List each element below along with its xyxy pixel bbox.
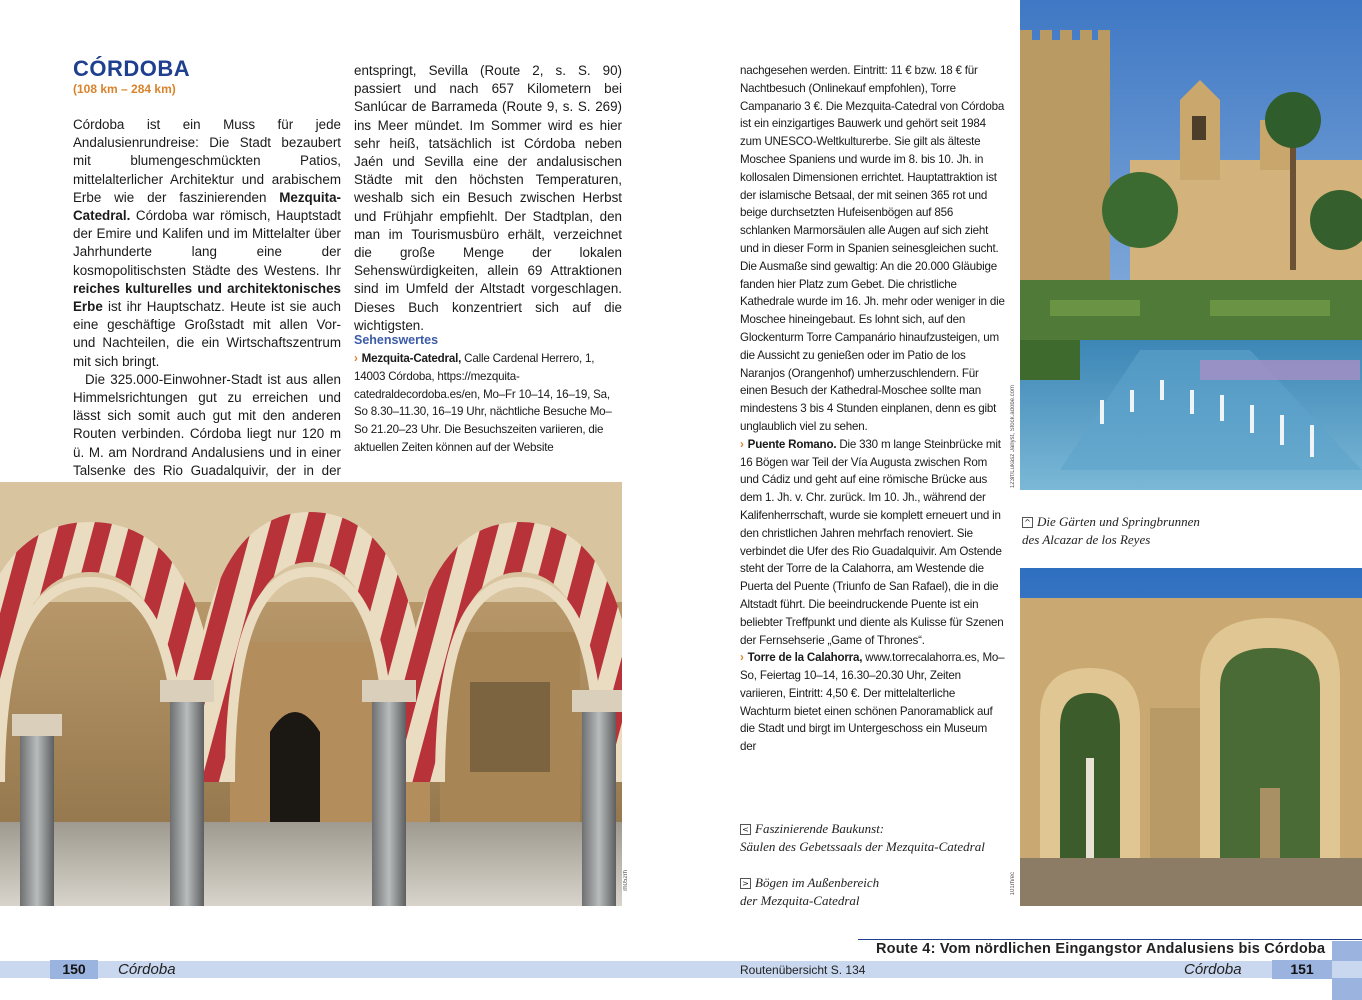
caption-saeulen-line-1: Faszinierende Baukunst:: [755, 821, 885, 836]
arches-illustration: [0, 482, 622, 906]
intro-column-1: [73, 116, 341, 498]
intro-paragraph-2-continued: entspringt, Sevilla (Route 2, s. S. 90) passiert und nach 657 Kilometern bei Sanlúcar de Barrameda (Route 9, s. S. 269) ins Meer mündet. Im Sommer wird es hier sehr heiß, tatsächlich ist Córdoba neben Jaén und Sevilla eine der andalusischen Städte mit den höchsten Temperaturen, weshalb sich ein Besuch zwischen Herbst und Frühjahr empfiehlt. Der Stadtplan, den man im Tourismusbüro erhält, verzeichnet die große Menge der lokalen Sehenswürdigkeiten, allein 69 Attraktionen sind im Umfeld der Altstadt vorgeschlagen. Dieses Buch konzentriert sich auf die wichtigsten.: [354, 63, 622, 333]
intro-column-2: [354, 62, 622, 335]
page-title: CÓRDOBA: [73, 56, 191, 81]
intro-bold-heritage: reiches kulturelles und architektonisches Erbe: [73, 280, 341, 315]
torre-text: www.torrecalahorra.es, Mo–So, Feiertag 10–14, 16.30–20.30 Uhr, Zeiten variieren, Eintritt: 4,50 €. Der mittelalterliche Wachturm bietet einen schönen Panoramablick auf die Stadt und birgt im Untergeschoss ein Museum der: [740, 651, 1005, 754]
caption-boegen: [740, 874, 1010, 910]
caption-saeulen-line-2: Säulen des Gebetssaals der Mezquita-Catedral: [740, 839, 985, 854]
route-overview-link[interactable]: Routenübersicht S. 134: [740, 963, 866, 977]
outer-arches-illustration: [1020, 568, 1362, 906]
sights-column-3: [740, 62, 1006, 756]
photo-mezquita-outer-arches: [1020, 568, 1362, 906]
caption-alcazar-line-1: Die Gärten und Springbrunnen: [1037, 514, 1200, 529]
mezquita-text: Calle Cardenal Herrero, 1, 14003 Córdoba, https://mezquita-catedraldecordoba.es/en, Mo–Fr 10–14, 16–19, Sa, So 8.30–11.30, 16–19 Uhr, nächtliche Besuche Mo–So 21.20–23 Uhr. Die Besuchszeiten variieren, die aktuellen Zeiten können auf der Website: [354, 352, 612, 454]
puente-name: Puente Romano.: [747, 437, 837, 451]
sights-entry-mezquita: [354, 350, 622, 457]
mezquita-text-continued: nachgesehen werden. Eintritt: 11 € bzw. 18 € für Nachtbesuch (Onlinekauf empfohlen), Torre Campanario 3 €. Die Mezquita-Catedral von Córdoba ist ein einzigartiges Bauwerk und gehört seit 1984 zum UNESCO-Weltkulturerbe. Sie gilt als älteste Moschee Spaniens und wurde im 8. bis 10. Jh. in kollosalen Dimensionen errichtet. Hauptattraktion ist der islamische Betsaal, der mit seinen 365 rot und beige durchsetzten Hufeisenbögen auf 856 schlanken Marmorsäulen alle Augen auf sich zieht und in dieser Form in Spanien seinesgleichen sucht. Die Ausmaße sind gewaltig: An die 20.000 Gläubige fanden hier Platz zum Gebet. Die christliche Kathedrale wurde im 16. Jh. mehr oder weniger in die Moschee hineingebaut. Es lohnt sich, auf den Glockenturm Torre Campanário hinaufzusteigen, um die Aussicht zu genießen oder im Patio de los Naranjos (Orangenhof) umherzuschlendern. Für einen Besuch der Kathedral-Moschee sollte man mindestens 3 bis 4 Stunden einplanen, denn es gibt unglaublich viel zu sehen.: [740, 64, 1005, 433]
caption-pointer-up-icon: ^: [1022, 517, 1033, 528]
caption-alcazar-line-2: des Alcazar de los Reyes: [1022, 532, 1151, 547]
intro-text: ist ihr Hauptschatz. Heute ist sie auch eine geschäftige Großstadt mit allen Vor- und Nachteilen, die ein Wirtschaftszentrum mit sich bringt.: [73, 299, 341, 369]
footer-city-left: Córdoba: [118, 961, 176, 978]
torre-name: Torre de la Calahorra,: [747, 651, 863, 665]
page-number-left: 150: [50, 960, 98, 979]
entry-arrow-icon: ›: [354, 352, 358, 365]
caption-alcazar: [1022, 513, 1352, 549]
photo-mezquita-arches: [0, 482, 622, 906]
intro-paragraph-2: Die 325.000-Einwohner-Stadt ist aus allen Himmelsrichtungen gut zu erreichen und lässt sich somit auch gut mit den anderen Routen verbinden. Córdoba liegt nur 120 m ü. M. am Nordrand Andalusiens und in einer Talsenke des Rio Guadalquivir, der in der: [73, 371, 341, 478]
entry-arrow-icon: ›: [740, 437, 744, 451]
sights-entry-torre: [740, 649, 1006, 756]
caption-saeulen: [740, 820, 1010, 856]
sights-entry-puente: [740, 436, 1006, 650]
sights-heading: Sehenswertes: [354, 333, 439, 347]
alcazar-illustration: [1020, 0, 1362, 490]
footer-city-right: Córdoba: [1184, 961, 1242, 978]
puente-text: Die 330 m lange Steinbrücke mit 16 Bögen war Teil der Vía Augusta zwischen Rom und Cádiz und geht auf eine römische Brücke aus dem 1. Jh. v. Chr. zurück. Im 10. Jh., während der Kalifenherrschaft, wurde sie komplett erneuert und in den christlichen Jahren mehrfach renoviert. Sie verbindet die Ufer des Rio Guadalquivir. Am Ostende steht der Torre de la Calahorra, am Westende die Puerta del Puente (Triunfo de San Rafael), die in die Altstadt führt. Die beeindruckende Puente ist ein beliebter Treffpunkt und diente als Kulisse für Szenen der Fernsehserie „Game of Thrones“.: [740, 437, 1004, 647]
entry-arrow-icon: ›: [740, 651, 744, 665]
photo-credit-outer: 101rh/ec: [1010, 872, 1016, 896]
intro-text: Córdoba war römisch, Hauptstadt der Emire und Kalifen und im Mittelalter über Jahrhunderte lang eine der kosmopolitischsten Städte des Westens. Ihr: [73, 208, 341, 278]
route-title: Route 4: Vom nördlichen Eingangstor Andalusiens bis Córdoba: [876, 941, 1326, 957]
caption-boegen-line-2: der Mezquita-Catedral: [740, 893, 860, 908]
caption-pointer-left-icon: <: [740, 824, 751, 835]
page-number-right: 151: [1272, 960, 1332, 979]
caption-boegen-line-1: Bögen im Außenbereich: [755, 875, 880, 890]
intro-bold-mezquita: Mezquita-Catedral.: [73, 189, 341, 224]
footer-bar: [0, 961, 1362, 978]
caption-pointer-right-icon: >: [740, 878, 751, 889]
intro-text: Córdoba ist ein Muss für jede Andalusienrundreise: Die Stadt bezaubert mit blumengeschmückten Patios, mittelalterlicher Architektur und arabischem Erbe wie der faszinierenden: [73, 117, 341, 205]
route-divider: [858, 939, 1362, 940]
intro-paragraph-1: [73, 116, 341, 371]
distance-label: (108 km – 284 km): [73, 82, 176, 96]
photo-credit-arches: rh052rh: [623, 870, 629, 891]
mezquita-name: Mezquita-Catedral,: [361, 352, 462, 365]
photo-credit-alcazar: 123rf/Lukasz Janyst, Stock.adobe.com: [1010, 385, 1016, 489]
photo-alcazar-gardens: [1020, 0, 1362, 490]
